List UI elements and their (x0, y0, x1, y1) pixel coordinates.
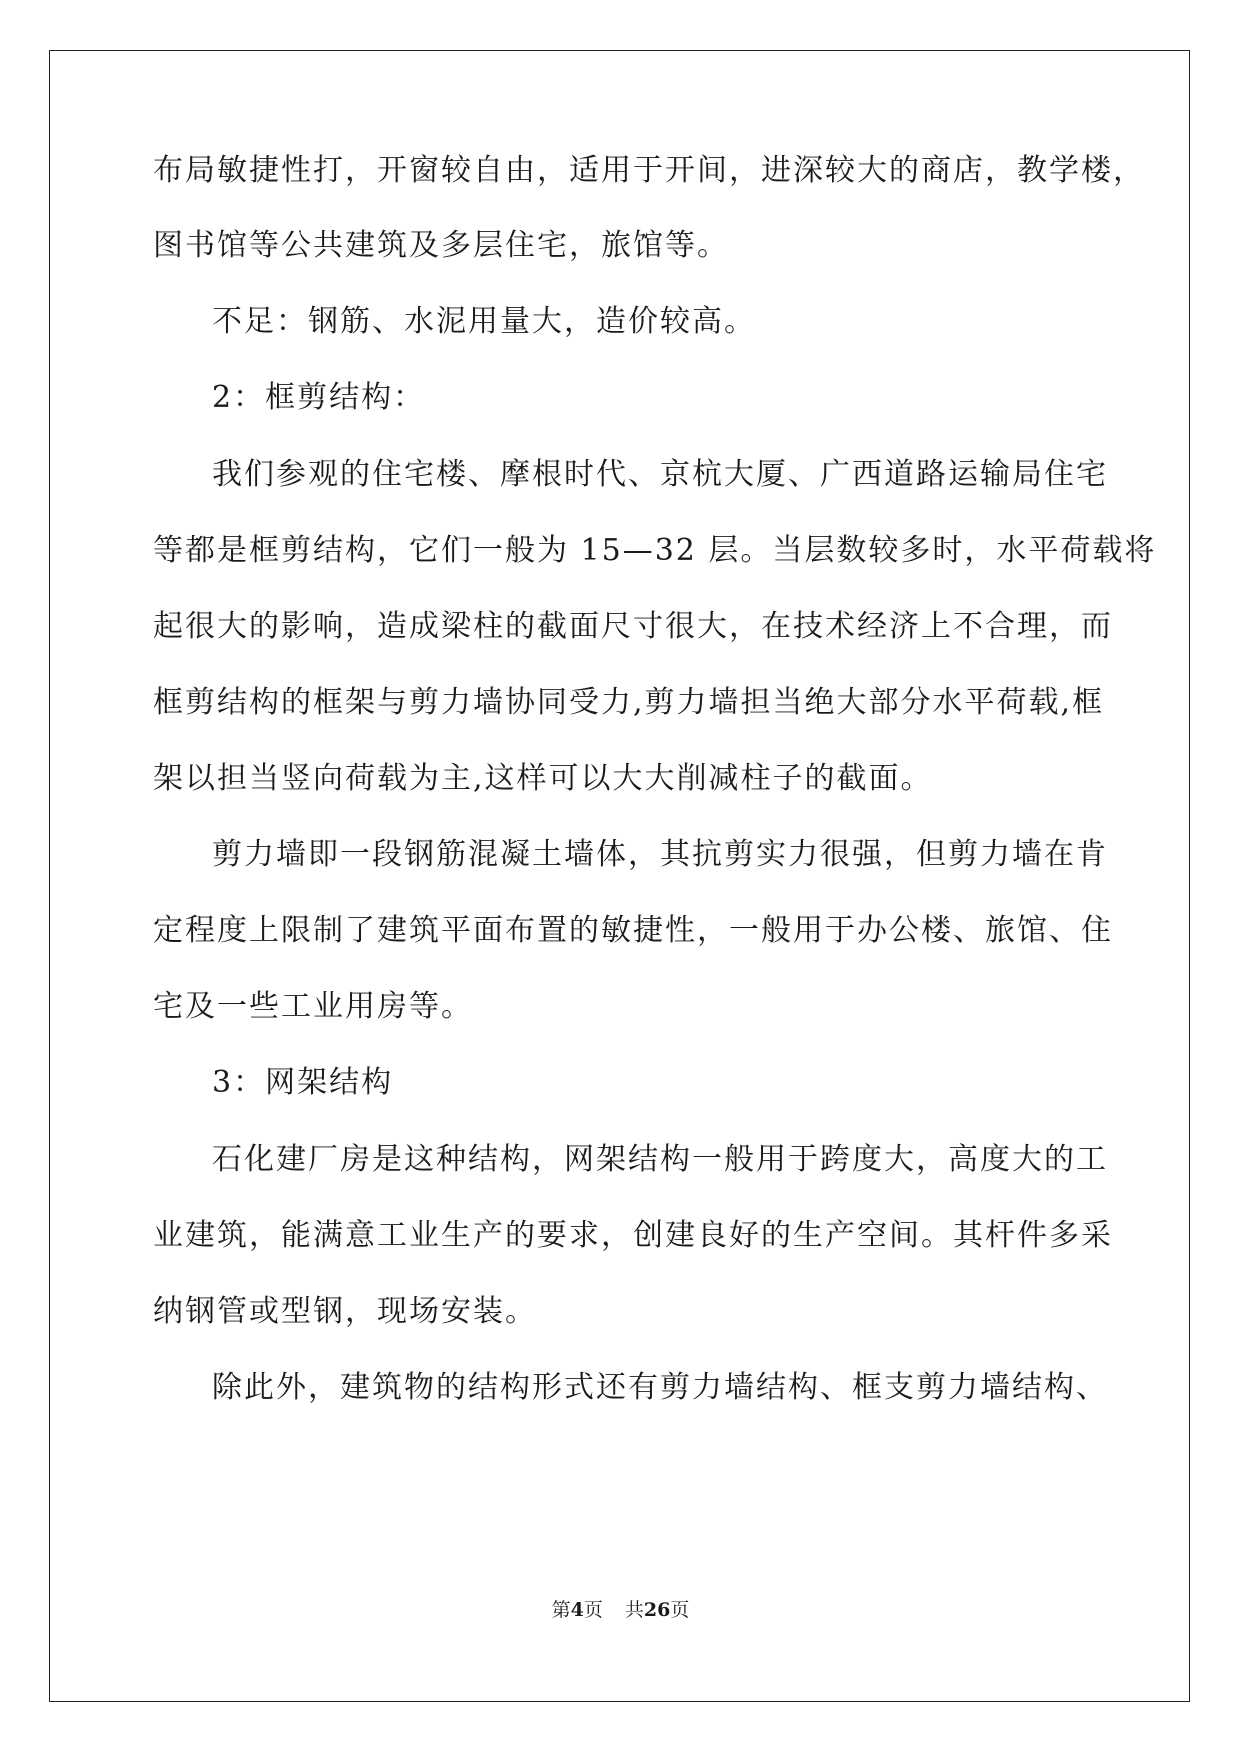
paragraph-line: 起很大的影响，造成梁柱的截面尺寸很大，在技术经济上不合理，而 (153, 609, 1113, 644)
paragraph-line: 定程度上限制了建筑平面布置的敏捷性，一般用于办公楼、旅馆、住 (153, 913, 1113, 948)
page-footer (0, 1596, 1241, 1624)
footer-prefix: 第 (551, 1599, 571, 1621)
paragraph-line: 图书馆等公共建筑及多层住宅，旅馆等。 (153, 228, 729, 263)
paragraph-line: 布局敏捷性打，开窗较自由，适用于开间，进深较大的商店，教学楼， (153, 153, 1145, 188)
footer-total-suffix: 页 (670, 1599, 690, 1621)
paragraph-line: 不足：钢筋、水泥用量大，造价较高。 (212, 304, 756, 339)
paragraph-line: 除此外，建筑物的结构形式还有剪力墙结构、框支剪力墙结构、 (212, 1370, 1108, 1405)
footer-total-prefix: 共 (624, 1599, 644, 1621)
paragraph-line: 框剪结构的框架与剪力墙协同受力,剪力墙担当绝大部分水平荷载,框 (153, 685, 1105, 720)
current-page-number: 4 (570, 1599, 584, 1621)
paragraph-line: 我们参观的住宅楼、摩根时代、京杭大厦、广西道路运输局住宅 (212, 457, 1108, 492)
section-heading: 2：框剪结构： (212, 380, 426, 415)
section-heading: 3：网架结构 (212, 1065, 394, 1100)
paragraph-line: 剪力墙即一段钢筋混凝土墙体，其抗剪实力很强，但剪力墙在肯 (212, 837, 1108, 872)
paragraph-line: 石化建厂房是这种结构，网架结构一般用于跨度大，高度大的工 (212, 1142, 1108, 1177)
paragraph-line: 纳钢管或型钢，现场安装。 (153, 1294, 537, 1329)
paragraph-line: 宅及一些工业用房等。 (153, 989, 473, 1024)
paragraph-line: 等都是框剪结构，它们一般为 15—32 层。当层数较多时，水平荷载将 (153, 533, 1157, 568)
paragraph-line: 业建筑，能满意工业生产的要求，创建良好的生产空间。其杆件多采 (153, 1218, 1113, 1253)
page-frame (49, 50, 1190, 1702)
footer-page-suffix: 页 (583, 1599, 603, 1621)
paragraph-line: 架以担当竖向荷载为主,这样可以大大削减柱子的截面。 (153, 761, 933, 796)
total-pages-number: 26 (643, 1599, 671, 1621)
